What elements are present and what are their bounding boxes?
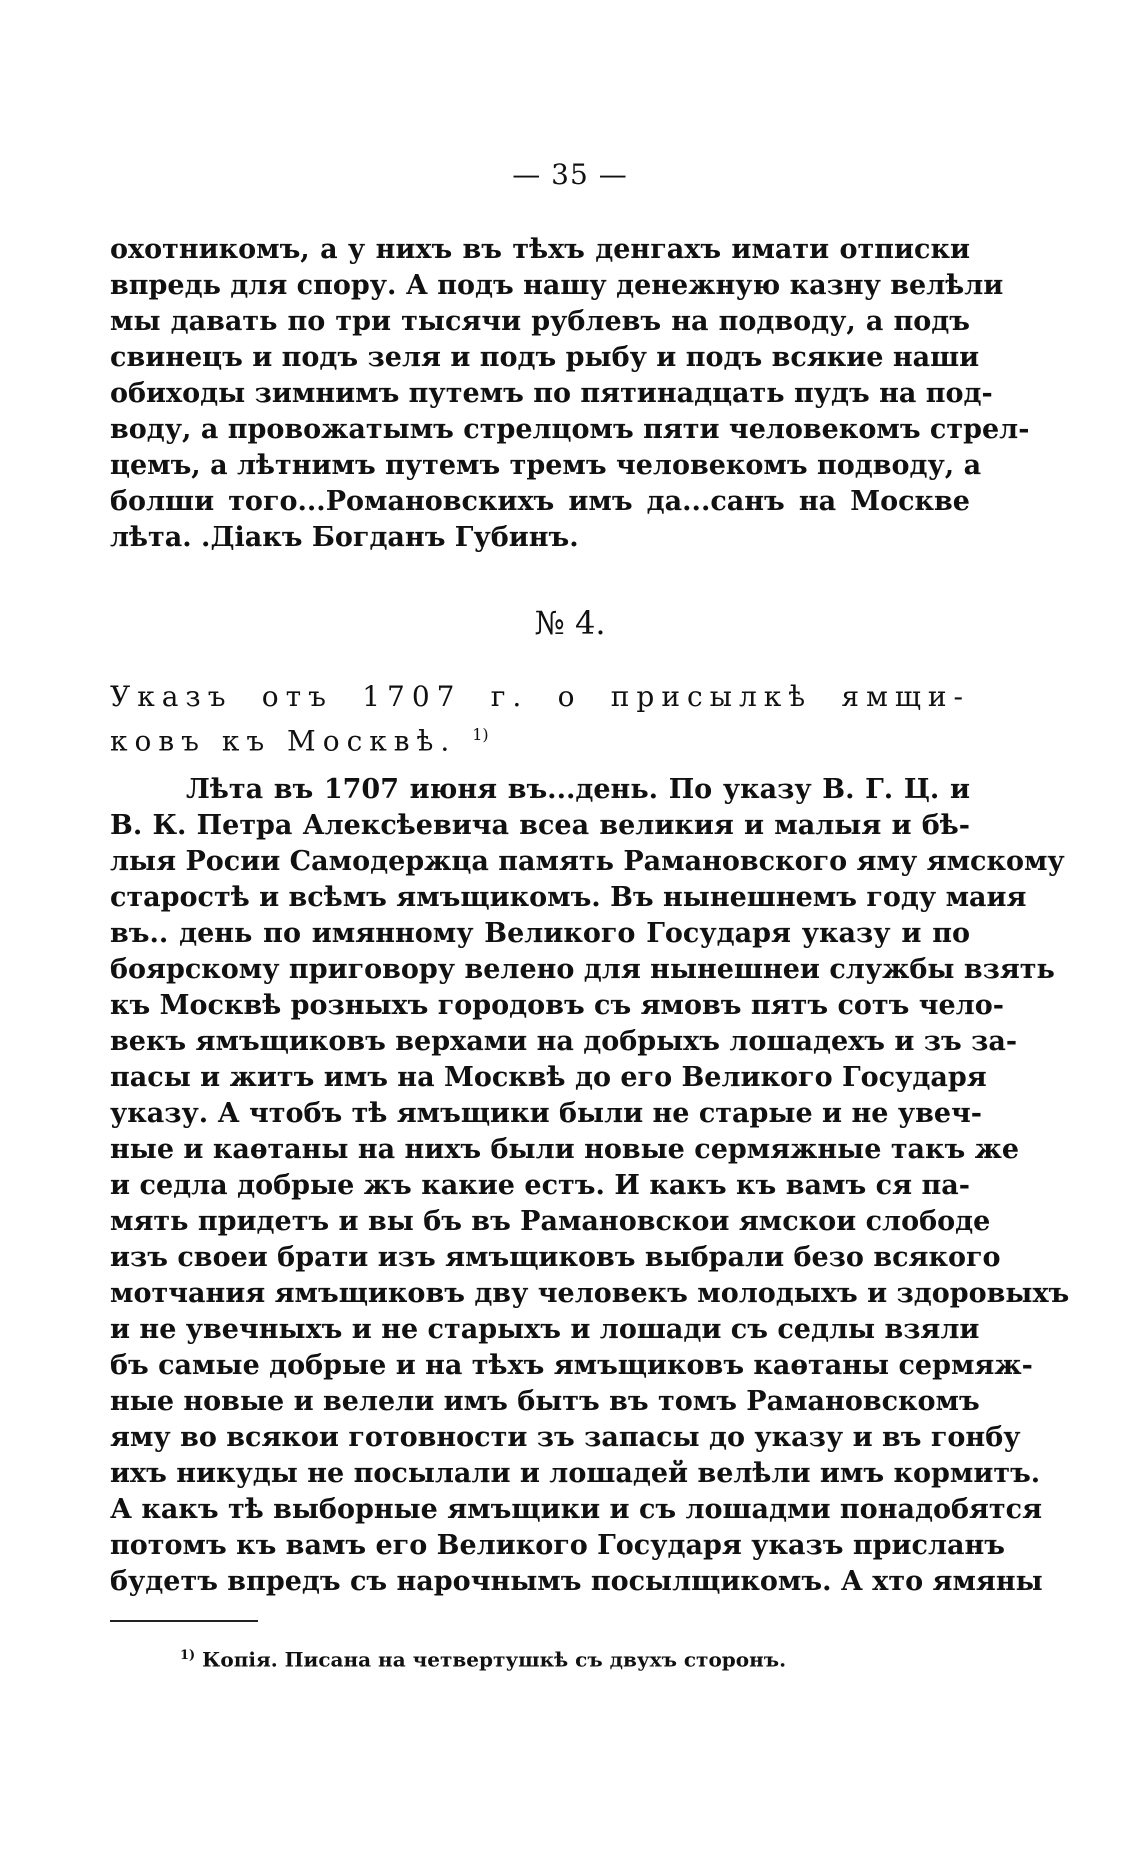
text-line: ные новые и велели имъ бытъ въ томъ Рамановскомъ	[110, 1386, 980, 1417]
text-line: ихъ никуды не посылали и лошадей велѣли имъ кормитъ.	[110, 1458, 1041, 1489]
footnote-text: Копія. Писана на четвертушкѣ съ двухъ сторонъ.	[202, 1647, 787, 1672]
text-line: пасы и житъ имъ на Москвѣ до его Великого Государя	[110, 1062, 987, 1093]
text-line: лѣта. .Діакъ Богданъ Губинъ.	[110, 522, 579, 553]
text-line: свинецъ и подъ зеля и подъ рыбу и подъ всякие наши	[110, 342, 980, 373]
document-number: № 4.	[534, 604, 606, 642]
text-line: будетъ впредъ съ нарочнымъ посылщикомъ. А хто ямяны	[110, 1566, 1043, 1597]
text-line: въ.. день по имянному Великого Государя указу и по	[110, 918, 970, 949]
text-line: изъ своеи брати изъ ямъщиковъ выбрали безо всякого	[110, 1242, 1001, 1273]
footnote-reference: 1)	[472, 725, 489, 744]
heading-line: Указъ отъ 1707 г. о присылкѣ ямщи-	[110, 680, 970, 713]
text-line: В. К. Петра Алексѣевича всеа великия и малыя и бѣ-	[110, 810, 970, 841]
text-line: ные и каѳтаны на нихъ были новые сермяжные такъ же	[110, 1134, 1020, 1165]
footnote-mark: 1)	[180, 1648, 196, 1663]
text-line: цемъ, а лѣтнимъ путемъ тремъ человекомъ подводу, а	[110, 450, 982, 481]
text-line: впредь для спору. А подъ нашу денежную казну велѣли	[110, 270, 1004, 301]
text-line: мы давать по три тысячи рублевъ на подводу, а подъ	[110, 306, 970, 337]
text-line: обиходы зимнимъ путемъ по пятинадцать пудъ на под-	[110, 378, 993, 409]
footnote	[180, 1642, 980, 1674]
text-line: Лѣта въ 1707 июня въ...день. По указу В. Г. Ц. и	[186, 774, 970, 805]
document-body	[110, 772, 1070, 1600]
text-line: потомъ къ вамъ его Великого Государя указъ присланъ	[110, 1530, 1005, 1561]
paragraph-continued	[110, 232, 1030, 556]
text-line: яму во всякои готовности зъ запасы до указу и въ гонбу	[110, 1422, 1021, 1453]
text-line: къ Москвѣ розныхъ городовъ съ ямовъ пятъ сотъ чело-	[110, 990, 1004, 1021]
document-heading	[110, 678, 970, 760]
text-line: старостѣ и всѣмъ ямъщикомъ. Въ нынешнемъ году маия	[110, 882, 1027, 913]
text-line: лыя Росии Самодержца память Рамановского яму ямскому	[110, 846, 1065, 877]
text-line: и не увечныхъ и не старыхъ и лошади съ седлы взяли	[110, 1314, 980, 1345]
heading-text: ковъ къ Москвѣ.	[110, 724, 457, 758]
text-line: мотчания ямъщиковъ дву человекъ молодыхъ и здоровыхъ	[110, 1278, 1070, 1309]
text-line: воду, а провожатымъ стрелцомъ пяти человекомъ стрел-	[110, 414, 1030, 445]
text-line: указу. А чтобъ тѣ ямъщики были не старые и не увеч-	[110, 1098, 983, 1129]
text-line: болши того...Романовскихъ имъ да...санъ на Москве	[110, 486, 970, 517]
text-line: охотникомъ, а у нихъ въ тѣхъ денгахъ имати отписки	[110, 234, 970, 265]
heading-line	[110, 716, 970, 760]
text-line: векъ ямъщиковъ верхами на добрыхъ лошадехъ и зъ за-	[110, 1026, 1018, 1057]
footnote-divider	[110, 1620, 258, 1622]
text-line: и седла добрые жъ какие естъ. И какъ къ вамъ ся па-	[110, 1170, 970, 1201]
page-number: — 35 —	[512, 158, 628, 191]
text-line: бъ самые добрые и на тѣхъ ямъщиковъ каѳтаны сермяж-	[110, 1350, 1033, 1381]
text-line: боярскому приговору велено для нынешнеи службы взять	[110, 954, 1055, 985]
text-line: мять придетъ и вы бъ въ Рамановскои ямскои слободе	[110, 1206, 991, 1237]
text-line: А какъ тѣ выборные ямъщики и съ лошадми понадобятся	[110, 1494, 1043, 1525]
